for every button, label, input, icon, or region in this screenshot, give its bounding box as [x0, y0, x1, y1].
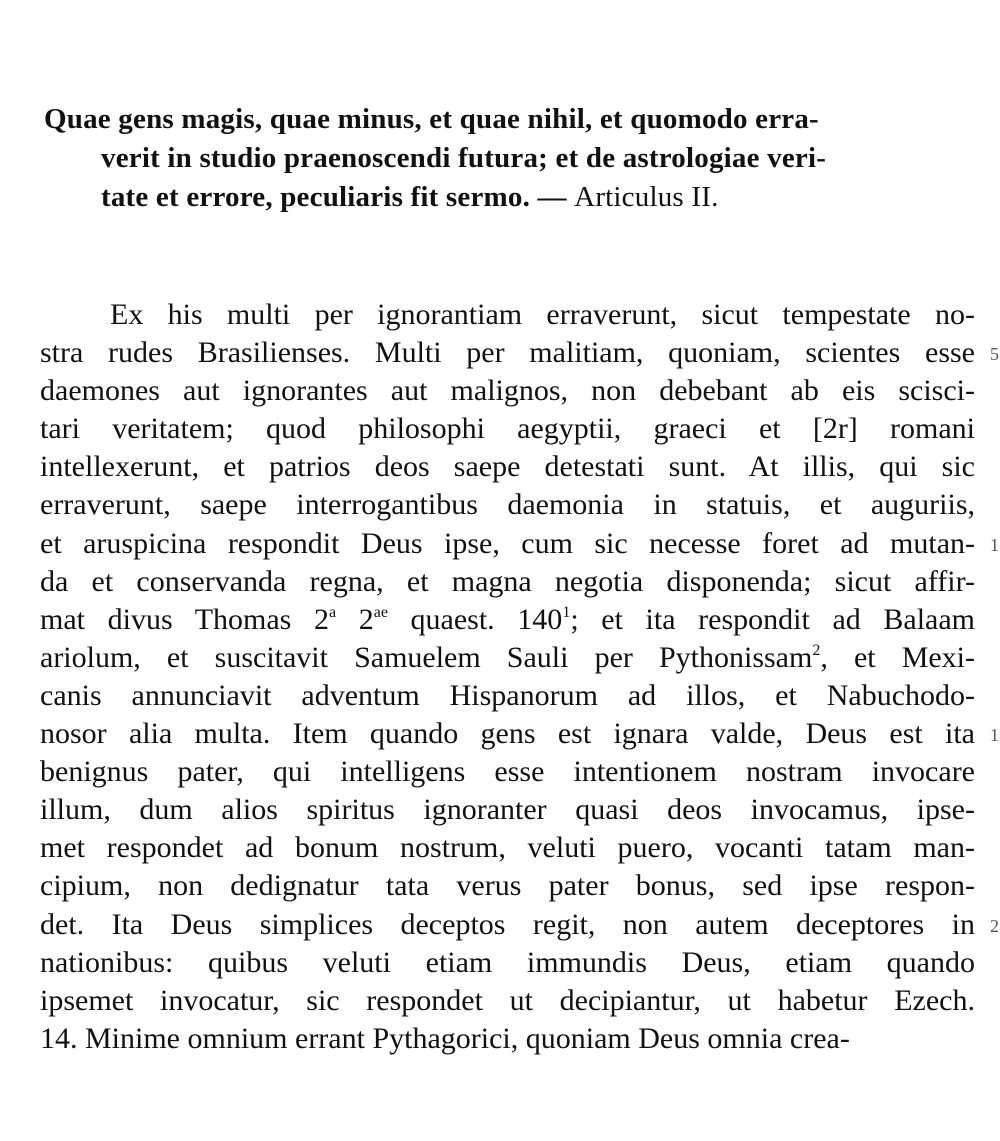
text-line: stra rudes Brasilienses. Multi per malitiam, quoniam, scientes esse — [40, 336, 975, 370]
text-line: nosor alia multa. Item quando gens est ignara valde, Deus est ita — [40, 717, 975, 751]
text-line: det. Ita Deus simplices deceptos regit, non autem deceptores in — [40, 907, 975, 941]
text-line: ariolum, et suscitavit Samuelem Sauli per Pythonissam$^2$, et Mexi- — [40, 640, 976, 674]
text-line: intellexerunt, et patrios deos saepe detestati sunt. At illis, qui sic — [40, 450, 975, 484]
text-line: nationibus: quibus veluti etiam immundis Deus, etiam quando — [40, 945, 975, 979]
section-heading — [44, 100, 979, 217]
text-line: daemones aut ignorantes aut malignos, non debebant ab eis scisci- — [40, 374, 975, 408]
text-line: tari veritatem; quod philosophi aegyptii, graeci et [2r] romani — [40, 412, 975, 446]
text-line: erraverunt, saepe interrogantibus daemonia in statuis, et auguriis, — [40, 488, 975, 522]
text-line: benignus pater, qui intelligens esse intentionem nostram invocare — [40, 755, 975, 789]
text-line: Ex his multi per ignorantiam erraverunt, sicut tempestate no- — [110, 298, 975, 331]
text-line: ipsemet invocatur, sic respondet ut decipiantur, ut habetur Ezech. — [40, 983, 975, 1017]
superscript: ae — [373, 603, 388, 621]
superscript: a — [328, 603, 337, 621]
margin-line-number: 1 — [990, 725, 999, 745]
text-line: met respondet ad bonum nostrum, veluti puero, vocanti tatam man- — [40, 831, 975, 865]
text-line: 14. Minime omnium errant Pythagorici, quoniam Deus omnia crea- — [40, 1021, 850, 1055]
text-line: canis annunciavit adventum Hispanorum ad illos, et Nabuchodo- — [40, 678, 975, 712]
heading-line: Quae gens magis, quae minus, et quae nihil, et quomodo erra- — [44, 103, 819, 135]
margin-line-number: 5 — [990, 344, 999, 364]
text-line: cipium, non dedignatur tata verus pater bonus, sed ipse respon- — [40, 869, 975, 903]
text-line: mat divus Thomas 2$^a$ $2^{ae}$ quaest. $140^1$; et ita respondit ad Balaam — [40, 602, 976, 636]
margin-line-number: 2 — [990, 916, 999, 936]
footnote-ref: 1 — [562, 603, 571, 621]
margin-line-number: 1 — [990, 535, 999, 555]
text-line: da et conservanda regna, et magna negotia disponenda; sicut affir- — [40, 564, 975, 598]
heading-line: verit in studio praenoscendi futura; et de astrologiae veri- — [101, 142, 827, 174]
heading-line: tate et errore, peculiaris fit sermo. — Articulus II. — [101, 181, 719, 213]
body-paragraph — [40, 296, 975, 1058]
text-line: illum, dum alios spiritus ignoranter quasi deos invocamus, ipse- — [40, 793, 975, 827]
footnote-ref: 2 — [812, 641, 821, 659]
text-line: et aruspicina respondit Deus ipse, cum sic necesse foret ad mutan- — [40, 526, 975, 560]
article-label: Articulus II. — [574, 181, 719, 213]
